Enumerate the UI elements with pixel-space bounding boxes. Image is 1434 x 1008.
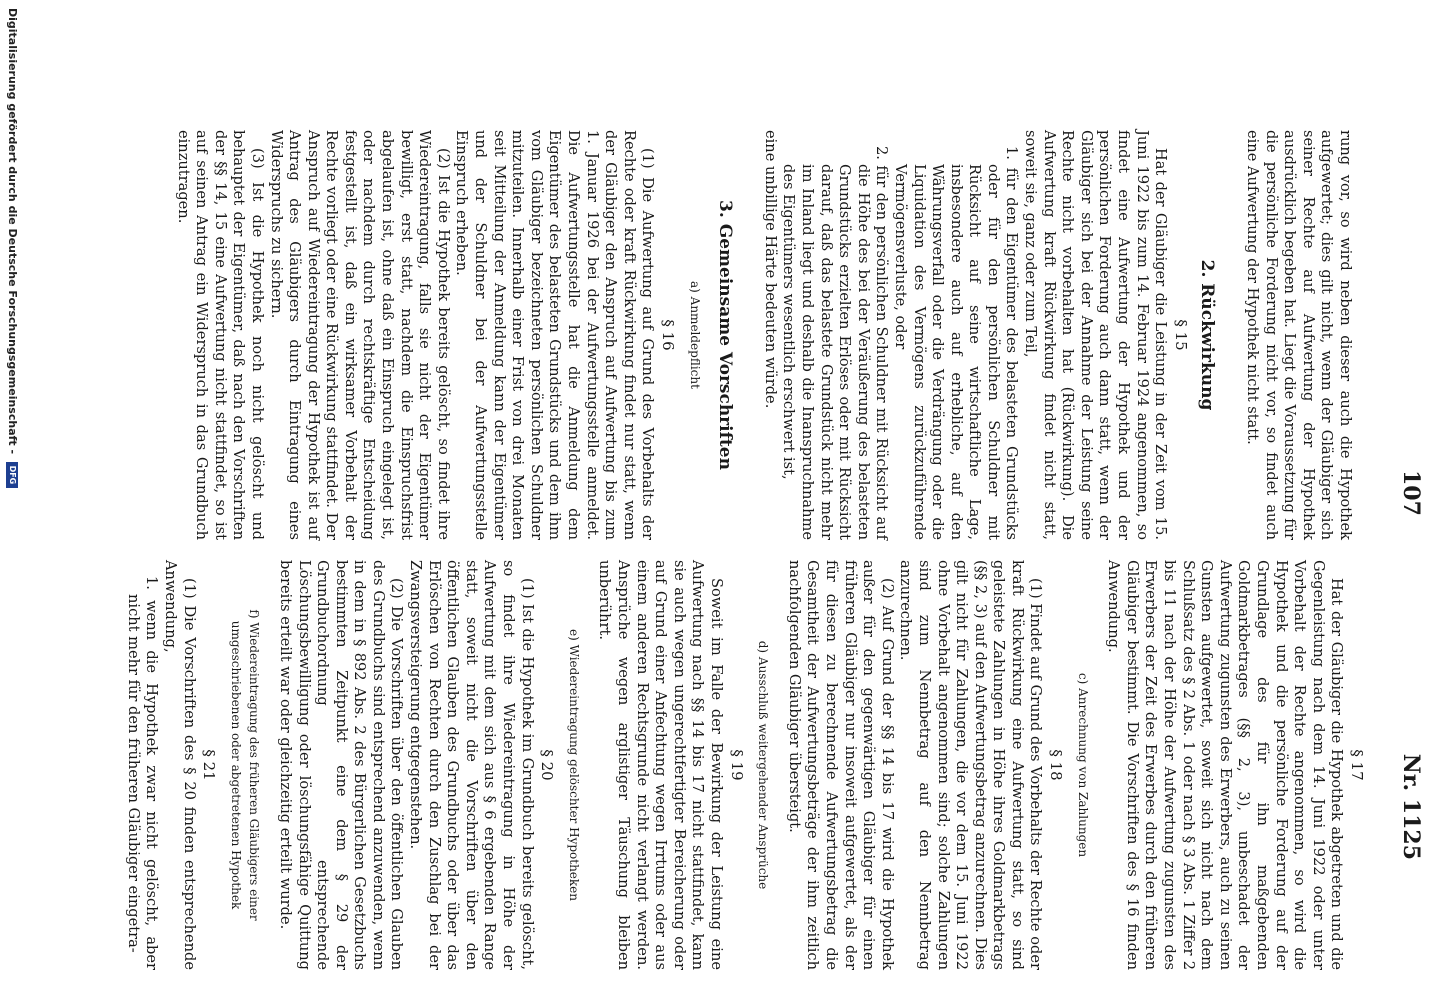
para-17-heading: § 17 (1348, 749, 1366, 781)
right-column (123, 560, 1374, 970)
subsection-d: d) Ausschluß weitergehender Ansprüche (756, 640, 771, 890)
para-15-end: eine unbillige Härte bedeuten würde. (761, 130, 779, 409)
para-20-text-2: (2) Die Vorschriften über den öffentlichen Glauben des Grundbuchs sind entsprechend anzuwenden, wenn in dem in § 892 Abs. 2 des Bürgerlichen Gesetzbuchs bestimmten Zeitpunkt eine dem § 29 der Grundbuchordnung entsprechende Löschungsbewilligung oder löschungsfähige Quittung bereits erteilt war oder gleichzeitig erteilt wurde. (276, 560, 406, 970)
para-15-item-1: 1. für den Eigentümer des belasteten Grundstücks oder für den persönlichen Schuldner mit Rücksicht auf seine wirtschaftliche Lage, insbesondere auch auf erhebliche, auf den Währungsverfall oder die Verdrängung oder die Liquidation des Vermögens zurückzuführende Vermögensverluste, oder (891, 146, 1021, 540)
document-number: Nr. 1125 (1398, 753, 1424, 860)
subsection-e: e) Wiedereintragung gelöschter Hypotheken (566, 628, 581, 902)
para-19-heading: § 19 (727, 749, 746, 781)
para-16-text-2: (2) Ist die Hypothek bereits gelöscht, so findet ihre Wiedereintragung, falls sie nicht der Eigentümer bewilligt, erst statt, nachdem die Einspruchsfrist abgelaufen ist, ohne daß ein Einspruch eingelegt ist, oder nachdem durch rechtskräftige Entscheidung festgestellt ist, daß ein wirksamer Vorbehalt der Rechte vorliegt oder eine Rückwirkung stattfindet. Der Anspruch auf Wiedereintragung der Hypothek ist auf Antrag des Gläubigers durch Eintragung eines Widerspruchs zu sichern. (267, 130, 452, 540)
para-21-item-1: 1. wenn die Hypothek zwar nicht gelöscht, aber nicht mehr für den früheren Gläubiger eingetra- (124, 576, 161, 970)
para-15-list (779, 130, 1021, 540)
page-number: 107 (1398, 470, 1424, 516)
para-18-heading: § 18 (1047, 749, 1066, 781)
section-3-title: 3. Gemeinsame Vorschriften (715, 200, 736, 470)
para-16-heading: § 16 (659, 319, 677, 351)
para-21-heading: § 21 (200, 749, 219, 781)
footer-text: Digitalisierung gefördert durch die Deutsche Forschungsgemeinschaft - (6, 8, 19, 455)
para-18-text-1: (1) Findet auf Grund des Vorbehalts der Rechte oder kraft Rückwirkung eine Aufwertung statt, so sind geleistete Zahlungen in Höhe ihres Goldmarkbetrags (§§ 2, 3) auf den Aufwertungsbetrag anzurechnen. Dies gilt nicht für Zahlungen, die vor dem 15. Juni 1922 ohne Vorbehalt angenommen sind; solche Zahlungen sind zum Nennbetrag auf den Nennbetrag anzurechnen. (897, 560, 1045, 970)
para-20-text-1: (1) Ist die Hypothek im Grundbuch bereits gelöscht, so findet ihre Wiedereintragung in Höhe der Aufwertung mit dem sich aus § 6 ergebenden Range statt, soweit nicht die Vorschriften über den öffentlichen Glauben des Grundbuchs oder über das Erlöschen von Rechten durch den Zuschlag bei der Zwangsversteigerung entgegenstehen. (407, 560, 536, 970)
para-19-text: Soweit im Falle der Bewirkung der Leistung eine Aufwertung nach §§ 14 bis 17 nicht stattfindet, kann sie auch wegen ungerechtfertigter Bereicherung oder auf Grund einer Anfechtung wegen Irrtums oder aus einem anderen Rechtsgrunde nicht verlangt werden. Ansprüche wegen arglistiger Täuschung bleiben unberührt. (596, 560, 725, 970)
para-15-heading: § 15 (1171, 319, 1190, 351)
left-column (173, 130, 1354, 540)
para-17-text: Hat der Gläubiger die Hypothek abgetreten und die Gegenleistung nach dem 14. Juni 1922 oder unter Vorbehalt der Rechte angenommen, so wird die Hypothek und die persönliche Forderung auf der Grundlage des für ihn maßgebenden Goldmarkbetrages (§§ 2, 3), unbeschadet der Aufwertung zugunsten des Erwerbers, auch zu seinen Gunsten aufgewertet, soweit sich nicht nach dem Schlußsatz des § 2 Abs. 1 oder nach § 3 Abs. 1 Ziffer 2 bis 11 nach der Höhe der Aufwertung zugunsten des Erwerbers der Zeit des Erwerbes durch den früheren Gläubiger bestimmt. Die Vorschriften des § 16 finden Anwendung. (1105, 560, 1346, 970)
para-21-text-1: (1) Die Vorschriften des § 20 finden entsprechende Anwendung, (161, 560, 198, 970)
digitization-footer (6, 0, 19, 1008)
subsection-f: f) Wiedereintragung des früheren Gläubigers einer umgeschriebenen oder abgetretenen Hypothek (228, 609, 262, 921)
para-16-text-3: (3) Ist die Hypothek noch nicht gelöscht und behauptet der Eigentümer, daß nach den Vorschriften der §§ 14, 15 eine Aufwertung nicht stattfindet, so ist auf seinen Antrag ein Widerspruch in das Grundbuch einzutragen. (174, 130, 266, 540)
subsection-c: c) Anrechnung von Zahlungen (1075, 672, 1090, 858)
para-15-item-2: 2. für den persönlichen Schuldner mit Rücksicht auf die Höhe des bei der Veräußerung des belasteten Grundstücks erzielten Erlöses oder mit Rücksicht darauf, daß das belastete Grundstück nicht mehr im Inland liegt und deshalb die Inanspruchnahme des Eigentümers wesentlich erschwert ist, (780, 146, 891, 540)
para-15-text: Hat der Gläubiger die Leistung in der Zeit vom 15. Juni 1922 bis zum 14. Februar 1924 angenommen, so findet eine Aufwertung der Hypothek und der persönlichen Forderung auch dann statt, wenn der Gläubiger sich bei der Annahme der Leistung seine Rechte nicht vorbehalten hat (Rückwirkung). Die Aufwertung kraft Rückwirkung findet nicht statt, soweit sie, ganz oder zum Teil, (1022, 130, 1170, 540)
intro-paragraph: rung vor, so wird neben dieser auch die Hypothek aufgewertet; dies gilt nicht, wenn der Gläubiger sich seiner Rechte auf Aufwertung der Hypothek ausdrücklich begeben hat. Liegt die Voraussetzung für die persönliche Forderung nicht vor, so findet auch eine Aufwertung der Hypothek nicht statt. (1244, 130, 1354, 540)
section-2-title: 2. Rückwirkung (1197, 259, 1218, 411)
para-18-text-2: (2) Auf Grund der §§ 14 bis 17 wird die Hypothek außer für den gegenwärtigen Gläubiger für einen früheren Gläubiger nur insoweit aufgewertet, als der für diesen zu berechnende Aufwertungsbetrag die Gesamtheit der Aufwertungsbeträge der ihm zeitlich nachfolgenden Gläubiger übersteigt. (785, 560, 896, 970)
para-16-text-1: (1) Die Aufwertung auf Grund des Vorbehalts der Rechte oder kraft Rückwirkung findet nur statt, wenn der Gläubiger den Anspruch auf Aufwertung bis zum 1. Januar 1926 bei der Aufwertungsstelle anmeldet. Die Aufwertungsstelle hat die Anmeldung dem Eigentümer des belasteten Grundstücks und dem ihm vom Gläubiger bezeichneten persönlichen Schuldner mitzuteilen. Innerhalb einer Frist von drei Monaten seit Mitteilung der Anmeldung kann der Eigentümer und der Schuldner bei der Aufwertungsstelle Einspruch erheben. (453, 130, 657, 540)
dfg-logo: DFG (6, 462, 18, 488)
subsection-a: a) Anmeldepflicht (687, 281, 702, 389)
para-21-list (123, 560, 160, 970)
para-20-heading: § 20 (538, 749, 557, 781)
